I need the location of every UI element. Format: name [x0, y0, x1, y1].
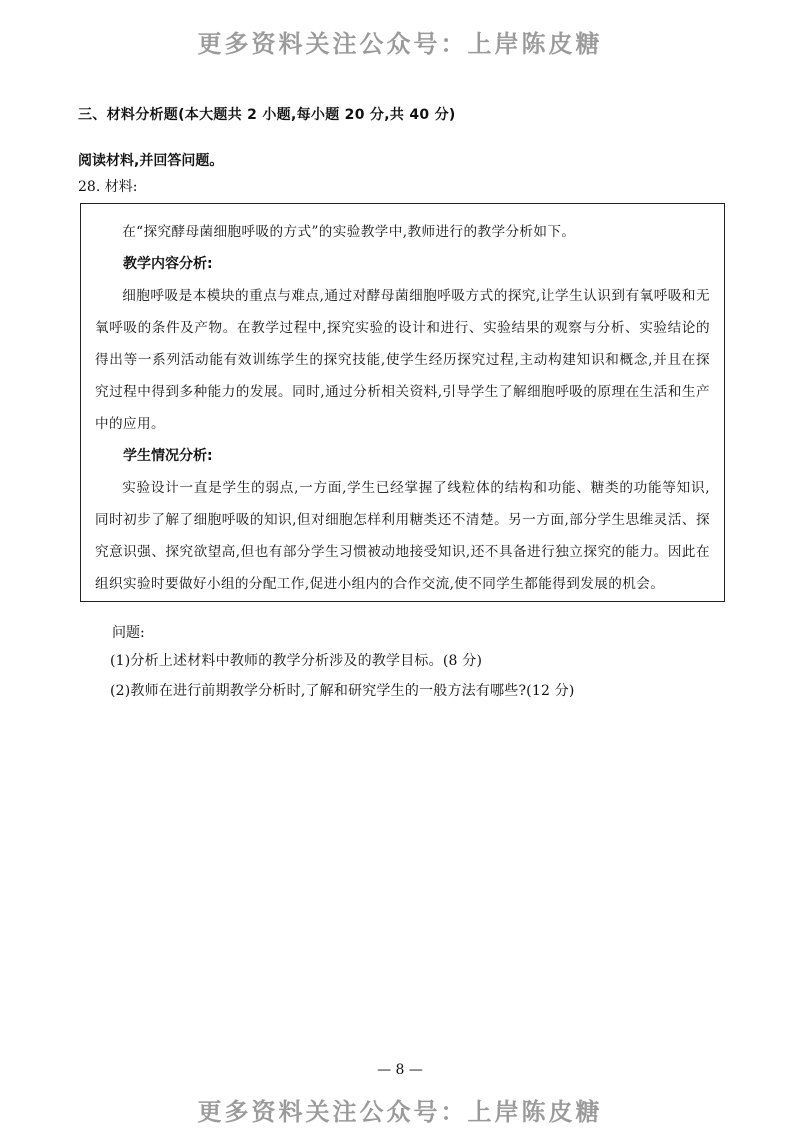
section-heading: 三、材料分析题(本大题共 2 小题,每小题 20 分,共 40 分) — [78, 107, 456, 123]
instruction: 阅读材料,并回答问题。 — [78, 153, 224, 169]
watermark-bottom: 更多资料关注公众号：上岸陈皮糖 — [197, 1098, 603, 1126]
watermark-top: 更多资料关注公众号：上岸陈皮糖 — [197, 30, 603, 58]
content-analysis-text: 细胞呼吸是本模块的重点与难点,通过对酵母菌细胞呼吸方式的探究,让学生认识到有氧呼吸和无氧呼吸的条件及产物。在教学过程中,探究实验的设计和进行、实验结果的观察与分析、实验结论的得出等一系列活动能有效训练学生的探究技能,使学生经历探究过程,主动构建知识和概念,并且在探究过程中得到多种能力的发展。同时,通过分析相关资料,引导学生了解细胞呼吸的原理在生活和生产中的应用。 — [95, 288, 710, 432]
student-analysis-heading: 学生情况分析: — [123, 448, 213, 464]
student-analysis-text: 实验设计一直是学生的弱点,一方面,学生已经掌握了线粒体的结构和功能、糖类的功能等知识,同时初步了解了细胞呼吸的知识,但对细胞怎样利用糖类还不清楚。另一方面,部分学生思维灵活、探究意识强、探究欲望高,但也有部分学生习惯被动地接受知识,还不具备进行独立探究的能力。因此在组织实验时要做好小组的分配工作,促进小组内的合作交流,使不同学生都能得到发展的机会。 — [95, 480, 710, 592]
question-item-1: (1)分析上述材料中教师的教学分析涉及的教学目标。(8 分) — [110, 653, 483, 669]
questions-label: 问题: — [112, 625, 145, 641]
material-box — [80, 203, 725, 602]
question-item-2: (2)教师在进行前期教学分析时,了解和研究学生的一般方法有哪些?(12 分) — [110, 683, 575, 699]
question-number: 28. 材料: — [78, 179, 138, 195]
material-intro: 在“探究酵母菌细胞呼吸的方式”的实验教学中,教师进行的教学分析如下。 — [122, 224, 576, 240]
content-analysis-heading: 教学内容分析: — [123, 256, 213, 272]
page-number: — 8 — — [377, 1062, 423, 1078]
